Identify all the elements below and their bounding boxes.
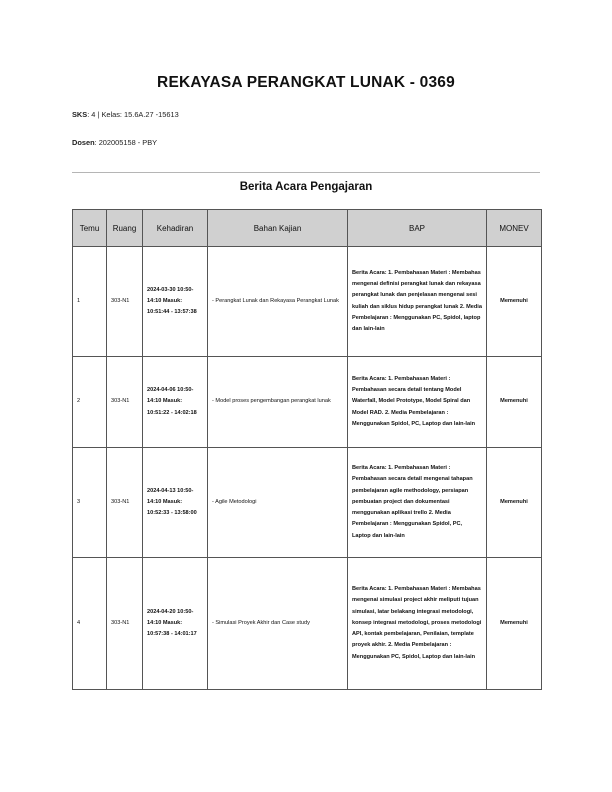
header-bahan-kajian: Bahan Kajian — [208, 210, 348, 247]
lecturer-info — [72, 138, 157, 147]
page-title: REKAYASA PERANGKAT LUNAK - 0369 — [157, 74, 455, 91]
cell-bahan-kajian: - Simulasi Proyek Akhir dan Case study — [208, 558, 348, 690]
divider — [72, 172, 540, 173]
section-title: Berita Acara Pengajaran — [239, 181, 373, 193]
cell-kehadiran: 2024-04-13 10:50-14:10 Masuk: 10:52:33 - 13:58:00 — [143, 448, 208, 558]
table-row — [73, 448, 542, 558]
cell-kehadiran: 2024-04-06 10:50-14:10 Masuk: 10:51:22 - 14:02:18 — [143, 357, 208, 448]
header-monev: MONEV — [487, 210, 542, 247]
header-bap: BAP — [348, 210, 487, 247]
header-kehadiran: Kehadiran — [143, 210, 208, 247]
sks-value: : 4 | Kelas: 15.6A.27 -15613 — [87, 110, 179, 119]
sks-label: SKS — [72, 110, 88, 119]
cell-bap: Berita Acara: 1. Pembahasan Materi : Membahas mengenai definisi perangkat lunak dan rekayasa perangkat lunak dan penjelasan mengenai sesi kuliah dan siklus hidup perangkat lunak 2. Media Pembelajaran : Menggunakan PC, Spidol, laptop dan lain-lain — [348, 247, 487, 357]
table-row — [73, 357, 542, 448]
cell-monev: Memenuhi — [487, 448, 542, 558]
cell-ruang: 303-N1 — [107, 247, 143, 357]
cell-bap: Berita Acara: 1. Pembahasan Materi : Pembahasan secara detail mengenai tahapan pembelajaran agile methodology, persiapan pembuatan project dan dokumentasi menggunakan aplikasi trello 2. Media Pembelajaran : Menggunakan Spidol, PC, Laptop dan lain-lain — [348, 448, 487, 558]
cell-bahan-kajian: - Agile Metodologi — [208, 448, 348, 558]
cell-temu: 1 — [73, 247, 107, 357]
dosen-label: Dosen — [72, 138, 95, 147]
dosen-value: : 202005158 - PBY — [94, 138, 158, 147]
cell-bahan-kajian: - Perangkat Lunak dan Rekayasa Perangkat Lunak — [208, 247, 348, 357]
cell-bahan-kajian: - Model proses pengembangan perangkat lunak — [208, 357, 348, 448]
cell-monev: Memenuhi — [487, 247, 542, 357]
header-temu: Temu — [73, 210, 107, 247]
cell-monev: Memenuhi — [487, 357, 542, 448]
cell-ruang: 303-N1 — [107, 357, 143, 448]
table-row — [73, 558, 542, 690]
cell-ruang: 303-N1 — [107, 558, 143, 690]
cell-temu: 2 — [73, 357, 107, 448]
table-header-row — [73, 210, 542, 247]
cell-monev: Memenuhi — [487, 558, 542, 690]
sks-class-info — [72, 110, 179, 119]
table-row — [73, 247, 542, 357]
cell-bap: Berita Acara: 1. Pembahasan Materi : Pembahasan secara detail tentang Model Waterfall, Model Prototype, Model Spiral dan Model RAD. 2. Media Pembelajaran : Menggunakan Spidol, PC, Laptop dan lain-lain — [348, 357, 487, 448]
cell-kehadiran: 2024-04-20 10:50-14:10 Masuk: 10:57:38 - 14:01:17 — [143, 558, 208, 690]
cell-kehadiran: 2024-03-30 10:50-14:10 Masuk: 10:51:44 - 13:57:38 — [143, 247, 208, 357]
header-ruang: Ruang — [107, 210, 143, 247]
cell-temu: 4 — [73, 558, 107, 690]
cell-bap: Berita Acara: 1. Pembahasan Materi : Membahas mengenai simulasi project akhir meliputi tujuan simulasi, latar belakang integrasi metodologi, konsep integrasi metodologi, proses metodologi API, kontak pembelajaran, Penilaian, template proyek akhir. 2. Media Pembelajaran : Menggunakan PC, Spidol, Laptop dan lain-lain — [348, 558, 487, 690]
cell-temu: 3 — [73, 448, 107, 558]
cell-ruang: 303-N1 — [107, 448, 143, 558]
teaching-record-table — [72, 209, 542, 690]
